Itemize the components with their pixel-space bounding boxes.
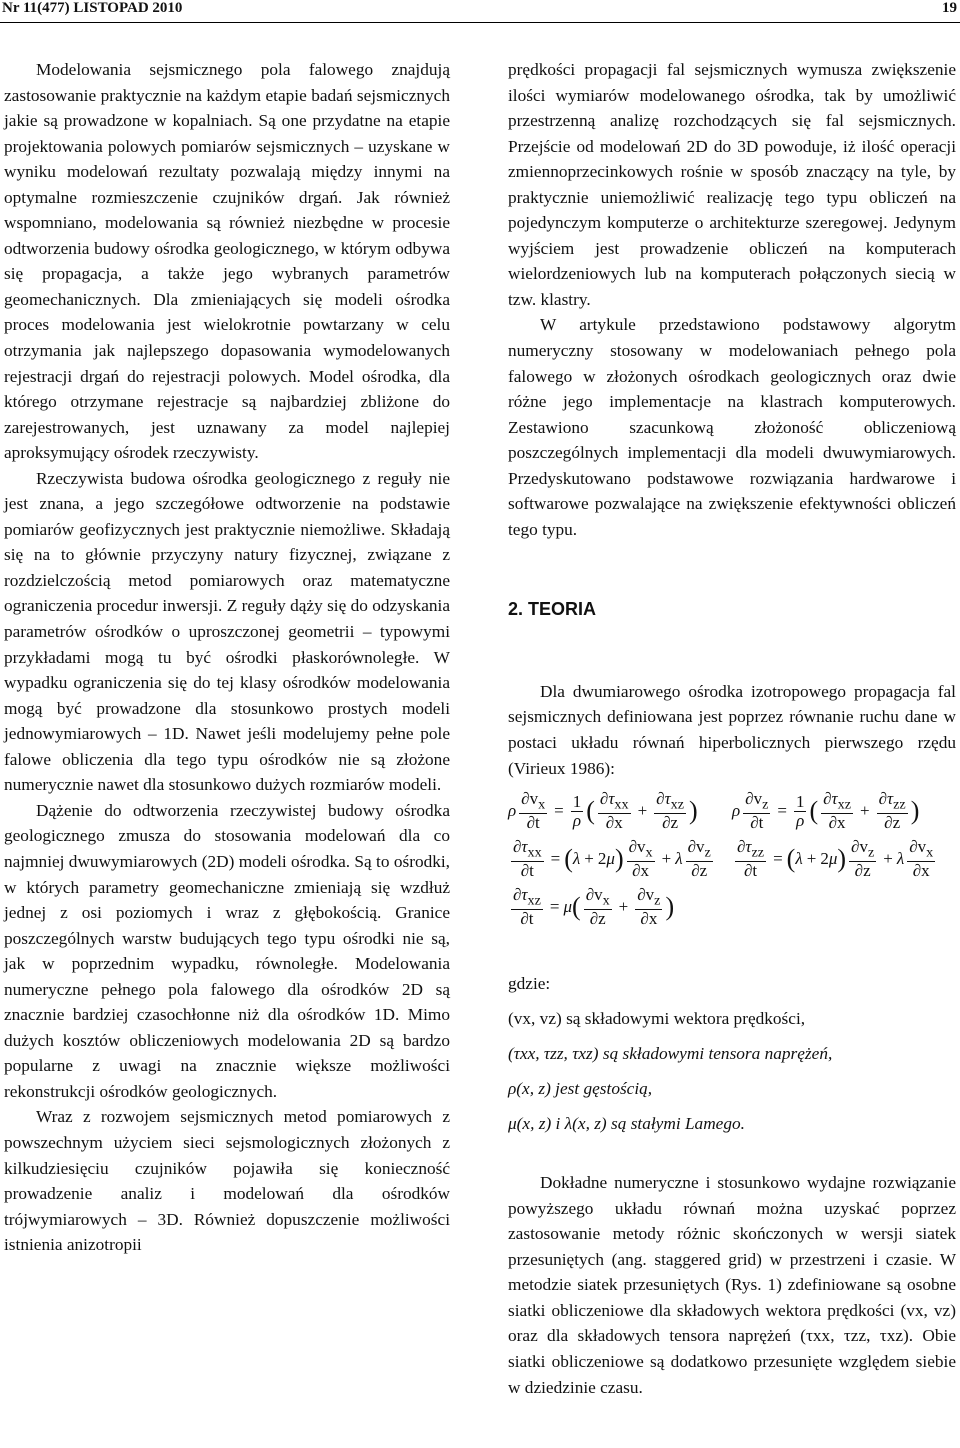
- definition-item: ρ(x, z) jest gęstością,: [508, 1079, 653, 1099]
- definition-item: (vx, vz) są składowymi wektora prędkości,: [508, 1009, 806, 1029]
- equation-vz: ρ $\frac{\partial v_z}{\partial t}$ = $\frac{1}{\rho}$ ( $\frac{\partial\tau_{xz}}{\partial x}$ + $\frac{\partial\tau_{zz}}{\partial z}$ ): [732, 788, 920, 833]
- equation-txx: $\frac{\partial\tau_{xx}}{\partial t}$ = ( λ + 2 μ ) $\frac{\partial v_x}{\partial x}$ + λ $\frac{\partial v_z}{\partial z}$: [513, 836, 711, 881]
- issue-label: Nr 11(477) LISTOPAD 2010: [2, 0, 183, 16]
- paragraph: Modelowania sejsmicznego pola falowego znajdują zastosowanie praktycznie na każdym etapie badań sejsmicznych jakie są prowadzone w kopalniach. Są one przydatne na etapie projektowania polowych pomiarów sejsmicznych – uzyskane w wyniku modelowań rezultaty pozwalają między innymi na optymalne rozmieszczenie czujników drgań. Jak również wspomniano, modelowania są również niezbędne w procesie odtworzenia budowy ośrodka geologicznego, w którym odbywa się propagacja, a także jego wybranych parametrów geomechanicznych. Dla zmieniających się modeli ośrodka proces modelowania jest wielokrotnie powtarzany w celu otrzymania jak najlepszego dopasowania wymodelowanych rejestracji drgań do rejestracji polowych. Model ośrodka, dla którego otrzymane rejestracje są najbardziej zbliżone do zarejestrowanych, jest uznawany za model najlepiej aproksymujący ośrodek rzeczywisty.: [4, 60, 450, 463]
- definitions: [508, 971, 956, 1146]
- paragraph: Dążenie do odtworzenia rzeczywistej budowy ośrodka geologicznego zmusza do stosowania modelowań dla co najmniej dwuwymiarowych (2D) modeli ośrodka. Są to ośrodki, w których parametry geomechaniczne zmieniają się wzdłuż jednej z osi poziomych i wraz z głębokością. Granice poszczególnych warstw budujących tego typu ośrodki nie są, jak w poprzednim wypadku, równoległe. Modelowania numeryczne pełnego pola falowego dla ośrodków 2D są znacznie bardziej czasochłonne niż dla ośrodków 1D. Mimo dużych kosztów obliczeniowych modelowania 2D są bardzo popularne z uwagi na znacznie większe możliwości rekonstrukcji ośrodków geologicznych.: [4, 800, 450, 1101]
- left-column: [4, 57, 450, 1258]
- equation-tzz: $\frac{\partial\tau_{zz}}{\partial t}$ = ( λ + 2 μ ) $\frac{\partial v_z}{\partial z}$ + λ $\frac{\partial v_x}{\partial x}$: [737, 836, 934, 881]
- equation-vx: ρ $\frac{\partial v_x}{\partial t}$ = $\frac{1}{\rho}$ ( $\frac{\partial\tau_{xx}}{\partial x}$ + $\frac{\partial\tau_{xz}}{\partial z}$ ): [508, 788, 698, 833]
- paragraph: prędkości propagacji fal sejsmicznych wymusza zwiększenie ilości wymiarów modelowanego ośrodka, tak by umożliwić przestrzenną analizę rozchodzących się fal sejsmicznych. Przejście od modelowań 2D do 3D powoduje, iż ilość operacji zmiennoprzecinkowych rośnie w sposób znaczący na tyle, by praktycznie uniemożliwić realizację tego typu obliczeń na pojedynczym komputerze o architekturze szeregowej. Jedynym wyjściem jest prowadzenie obliczeń na komputerach wielordzeniowych lub na komputerach połączonych siecią w tzw. klastry.: [508, 60, 956, 309]
- paragraph: W artykule przedstawiono podstawowy algorytm numeryczny stosowany w modelowaniach pełnego pola falowego w złożonych ośrodkach geologicznych oraz dwie różne jego implementacje na klastrach komputerowych. Zestawiono szacunkową złożoność obliczeniową poszczególnych implementacji dla modeli dwuwymiarowych. Przedyskutowano podstawowe rozwiązania hardwarowe i softwarowe pozwalające na zwiększenie efektywności obliczeń tego typu.: [508, 315, 956, 539]
- equation-system: [508, 787, 956, 931]
- paragraph: Wraz z rozwojem sejsmicznych metod pomiarowych z powszechnym użyciem sieci sejsmologicznych złożonych z kilkudziesięciu czujników pojawiła się konieczność prowadzenie analiz i modelowań dla ośrodków trójwymiarowych – 3D. Również dopuszczenie możliwości istnienia anizotropii: [4, 1107, 450, 1255]
- right-column: [508, 57, 956, 1400]
- theory-intro: Dla dwumiarowego ośrodka izotropowego propagacja fal sejsmicznych definiowana jest poprzez równanie ruchu dane w postaci układu równań hiperbolicznych pierwszego rzędu (Virieux 1986):: [508, 681, 956, 778]
- equation-txz: $\frac{\partial\tau_{xz}}{\partial t}$ = μ ( $\frac{\partial v_x}{\partial z}$ + $\frac{\partial v_z}{\partial x}$ ): [513, 884, 675, 929]
- definition-item: μ(x, z) i λ(x, z) są stałymi Lamego.: [508, 1114, 745, 1134]
- definition-item: (τxx, τzz, τxz) są składowymi tensora naprężeń,: [508, 1044, 833, 1064]
- page-number: 19: [942, 0, 957, 16]
- section-title: 2. TEORIA: [508, 599, 597, 620]
- definitions-intro: gdzie:: [508, 974, 551, 994]
- paragraph: Rzeczywista budowa ośrodka geologicznego z reguły nie jest znana, a jego szczegółowe odtworzenie na podstawie pomiarów geofizycznych jest praktycznie niemożliwe. Składają się na to głównie przyczyny natury fizycznej, związane z rozdzielczością metod pomiarowych oraz matematyczne ograniczenia procedur inwersji. Z reguły dąży się do odzyskania parametrów ośrodków o uproszczonej geometrii – typowymi przykładami mogą tu być ośrodki płaskorównoległe. W wypadku ograniczenia się do tej klasy ośrodków modelowania mogą być prowadzone dla stosunkowo prostych modeli jednowymiarowych – 1D. Nawet jeśli modelujemy pełne pole falowe obliczenia dla tego typu ośrodków nie są złożone numerycznie nawet dla stosunkowo dużych rozmiarów modeli.: [4, 468, 450, 795]
- paragraph: Dokładne numeryczne i stosunkowo wydajne rozwiązanie powyższego układu równań można uzyskać poprzez zastosowanie metody różnic skończonych w wersji siatek przesuniętych (ang. staggered grid) w przestrzeni i czasie. W metodzie siatek przesuniętych (Rys. 1) zdefiniowane są osobne siatki obliczeniowe dla składowych wektora prędkości (vx, vz) oraz dla składowych tensora naprężeń (τxx, τzz, τxz). Obie siatki obliczeniowe są dodatkowo przesunięte względem siebie w dziedzinie czasu.: [508, 1173, 956, 1397]
- page-header: [0, 0, 960, 23]
